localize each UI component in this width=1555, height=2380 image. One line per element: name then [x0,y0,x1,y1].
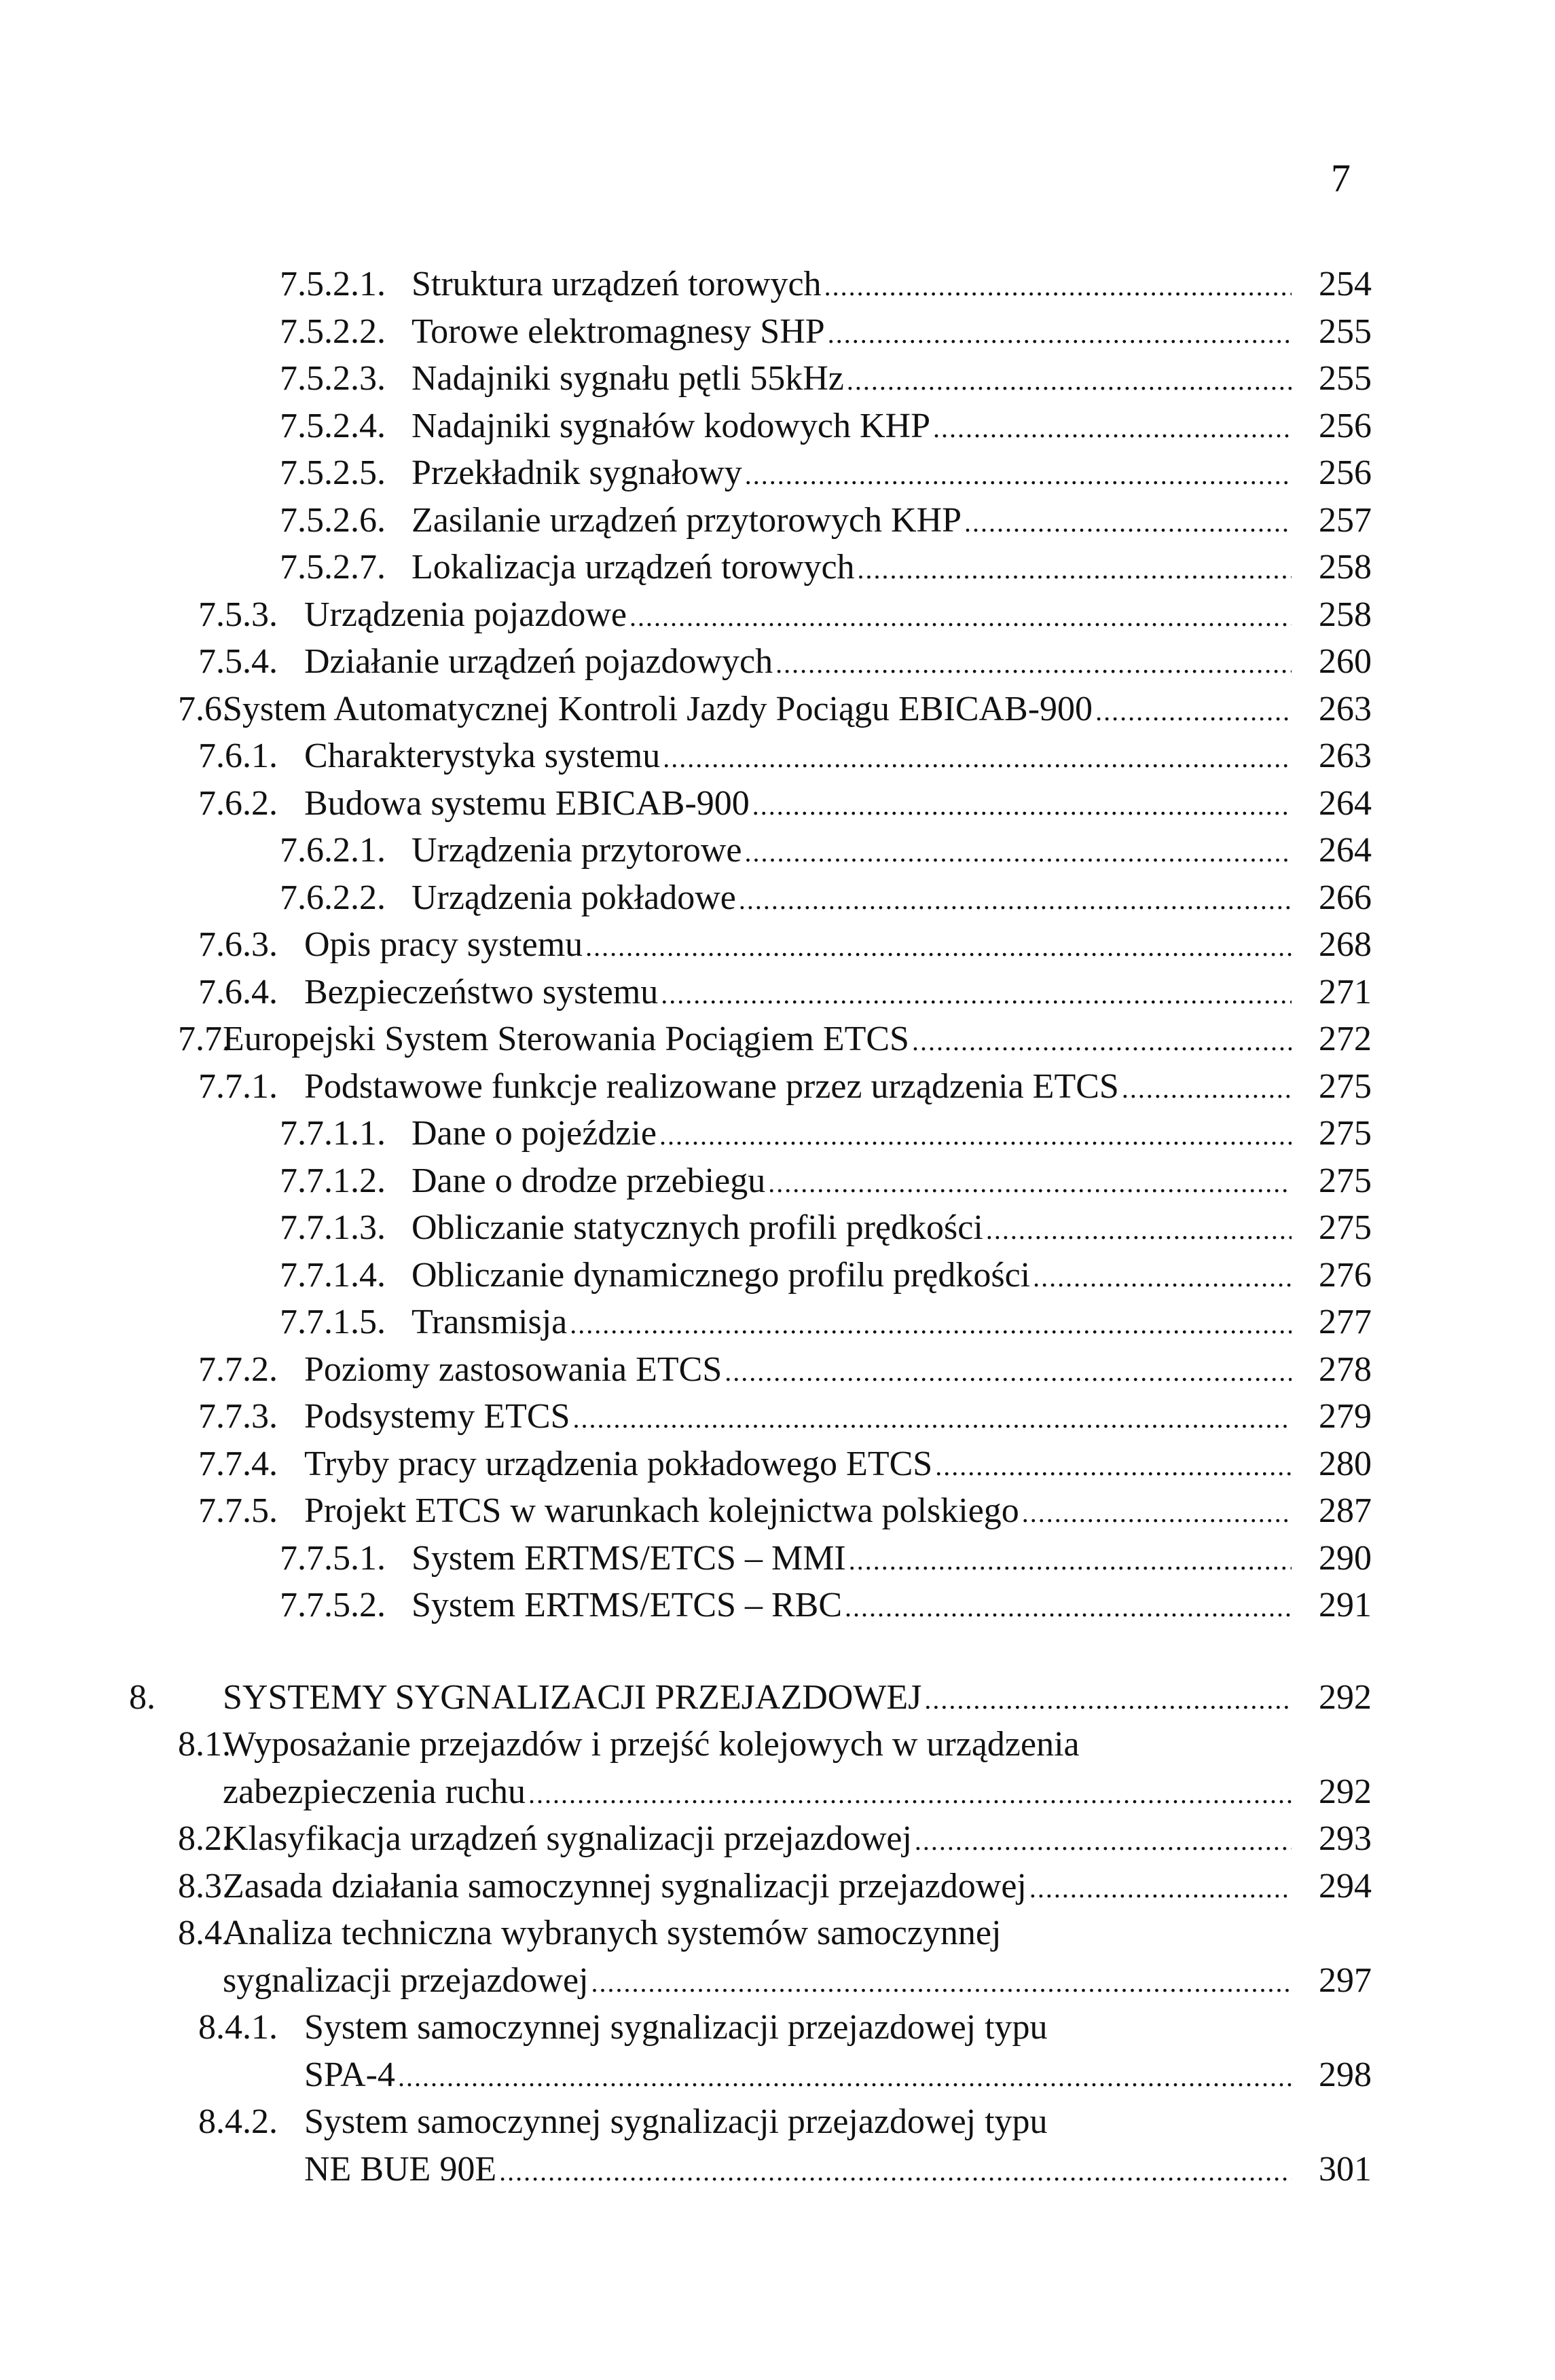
toc-entry [0,1063,1555,1111]
toc-entry [0,1157,1555,1205]
toc-entry-title: Torowe elektromagnesy SHP [411,312,825,351]
toc-entry-number: 8. [129,1677,156,1717]
toc-entry-number: 7.6. [178,689,231,728]
toc-entry-page: 258 [1319,548,1372,587]
dot-leader [924,1676,1292,1724]
toc-entry-number: 7.5.2.6. [280,500,386,540]
toc-entry-number: 8.4.1. [198,2008,278,2047]
toc-entry-number: 7.7.5.1. [280,1538,386,1578]
toc-entry-title: Urządzenia przytorowe [411,831,742,870]
toc-entry-title: Tryby pracy urządzenia pokładowego ETCS [304,1444,933,1483]
toc-entry [0,1204,1555,1252]
dot-leader [986,1206,1292,1254]
toc-entry [0,1863,1555,1910]
toc-entry-page: 264 [1319,831,1372,870]
toc-entry-title: Dane o drodze przebiegu [411,1161,766,1200]
toc-entry-page: 278 [1319,1350,1372,1389]
toc-entry-page: 254 [1319,265,1372,303]
toc-entry-page: 268 [1319,925,1372,964]
toc-entry [0,544,1555,591]
toc-entry [0,874,1555,922]
toc-entry-title: Budowa systemu EBICAB-900 [304,783,750,823]
toc-entry [0,1721,1555,1815]
toc-entry-title: Obliczanie dynamicznego profilu prędkości [411,1255,1031,1295]
dot-leader [661,971,1292,1018]
toc-entry-number: 7.6.3. [198,925,278,964]
dot-leader [847,357,1292,405]
table-of-contents [0,261,1555,2193]
dot-leader [824,263,1292,310]
dot-leader [1022,1489,1292,1537]
toc-entry-number: 7.5.3. [198,595,278,634]
toc-entry-title: Charakterystyka systemu [304,737,661,775]
toc-entry-number: 8.1. [178,1725,231,1764]
toc-entry-title-line1: System samoczynnej sygnalizacji przejazdowej typu [304,2102,1048,2141]
dot-leader [629,593,1292,641]
toc-entry-title: SYSTEMY SYGNALIZACJI PRZEJAZDOWEJ [223,1677,922,1717]
toc-entry-title-line1: System samoczynnej sygnalizacji przejazdowej typu [304,2008,1048,2047]
toc-entry-page: 266 [1319,878,1372,917]
toc-entry-title: System ERTMS/ETCS – MMI [411,1538,846,1578]
dot-leader [499,2148,1292,2195]
toc-entry-page: 290 [1319,1538,1372,1578]
dot-leader [752,782,1292,830]
dot-leader [591,1959,1292,2007]
toc-entry-title: Podstawowe funkcje realizowane przez urządzenia ETCS [304,1066,1119,1106]
toc-entry [0,403,1555,450]
toc-entry-title: Działanie urządzeń pojazdowych [304,642,773,681]
toc-entry [0,308,1555,356]
toc-entry-number: 7.5.2.7. [280,548,386,587]
toc-entry-number: 7.5.2.5. [280,453,386,492]
toc-entry-title: Projekt ETCS w warunkach kolejnictwa polskiego [304,1491,1019,1530]
dot-leader [725,1348,1292,1396]
toc-entry-number: 7.7.1.1. [280,1114,386,1153]
dot-leader [912,1018,1292,1065]
toc-entry-number: 7.7. [178,1020,231,1058]
toc-entry-page: 277 [1319,1303,1372,1341]
toc-entry-number: 7.7.4. [198,1444,278,1483]
dot-leader [398,2053,1292,2101]
toc-entry-page: 272 [1319,1020,1372,1058]
toc-entry-title: System Automatycznej Kontroli Jazdy Pociągu EBICAB-900 [223,689,1093,728]
toc-entry [0,921,1555,969]
toc-entry-number: 7.7.1.4. [280,1255,386,1295]
toc-entry-title: Podsystemy ETCS [304,1397,570,1436]
toc-entry-title: Zasilanie urządzeń przytorowych KHP [411,500,962,540]
toc-entry-number: 8.4. [178,1914,231,1952]
toc-entry [0,827,1555,874]
dot-leader [585,923,1292,971]
toc-entry-page: 298 [1319,2055,1372,2094]
toc-entry-title: Obliczanie statycznych profili prędkości [411,1208,983,1247]
toc-entry [0,2004,1555,2098]
dot-leader [1122,1065,1292,1113]
toc-entry [0,1582,1555,1629]
toc-entry-number: 7.5.4. [198,642,278,681]
toc-entry [0,780,1555,828]
toc-entry [0,2098,1555,2193]
toc-entry-page: 256 [1319,406,1372,445]
toc-entry-number: 7.5.2.4. [280,406,386,445]
toc-entry [0,355,1555,403]
dot-leader [739,876,1292,924]
toc-entry-number: 7.6.2.2. [280,878,386,917]
dot-leader [964,499,1292,546]
toc-entry-number: 7.5.2.1. [280,265,386,303]
toc-entry [0,261,1555,308]
toc-entry-page: 271 [1319,972,1372,1011]
toc-entry [0,1815,1555,1863]
toc-entry-page: 258 [1319,595,1372,634]
toc-entry-page: 279 [1319,1397,1372,1436]
toc-entry-title-line1: Wyposażanie przejazdów i przejść kolejowych w urządzenia [223,1725,1080,1764]
toc-entry-number: 7.7.1.3. [280,1208,386,1247]
toc-entry [0,638,1555,686]
toc-entry-title: Opis pracy systemu [304,925,583,964]
toc-entry-title: sygnalizacji przejazdowej [223,1960,589,2000]
toc-entry-number: 7.6.2.1. [280,831,386,870]
dot-leader [933,405,1292,452]
toc-entry [0,1299,1555,1346]
dot-leader [858,546,1292,593]
toc-entry [0,732,1555,780]
toc-entry-page: 263 [1319,737,1372,775]
dot-leader [1029,1865,1292,1912]
toc-entry [0,686,1555,733]
toc-entry [0,449,1555,497]
toc-entry [0,1440,1555,1488]
toc-entry-number: 7.5.2.2. [280,312,386,351]
toc-entry-title: Bezpieczeństwo systemu [304,972,659,1011]
toc-entry-page: 275 [1319,1114,1372,1153]
toc-entry-number: 7.7.1.5. [280,1303,386,1341]
toc-entry-title: Urządzenia pokładowe [411,878,736,917]
toc-entry-page: 301 [1319,2149,1372,2189]
toc-entry-title: Klasyfikacja urządzeń sygnalizacji przejazdowej [223,1819,912,1858]
toc-entry-number: 7.7.3. [198,1397,278,1436]
toc-entry [0,497,1555,544]
toc-entry-page: 291 [1319,1586,1372,1624]
toc-entry-number: 7.5.2.3. [280,359,386,398]
toc-entry-title: Lokalizacja urządzeń torowych [411,548,855,587]
toc-entry-title: Zasada działania samoczynnej sygnalizacji przejazdowej [223,1866,1027,1905]
toc-entry-number: 7.6.4. [198,972,278,1011]
toc-entry-page: 293 [1319,1819,1372,1858]
page-number: 7 [1331,156,1351,200]
toc-entry-title: Transmisja [411,1303,568,1341]
toc-entry-title: Przekładnik sygnałowy [411,453,742,492]
toc-entry-number: 8.3. [178,1866,231,1905]
toc-entry-number: 7.6.1. [198,737,278,775]
toc-entry-title: Nadajniki sygnału pętli 55kHz [411,359,844,398]
toc-entry-number: 7.7.2. [198,1350,278,1389]
toc-entry-title: NE BUE 90E [304,2149,497,2189]
toc-entry [0,1346,1555,1394]
toc-entry-page: 287 [1319,1491,1372,1530]
toc-entry-page: 297 [1319,1960,1372,2000]
toc-entry [0,1674,1555,1722]
toc-entry-page: 255 [1319,359,1372,398]
toc-entry [0,1110,1555,1157]
toc-entry-page: 256 [1319,453,1372,492]
dot-leader [935,1443,1292,1490]
toc-entry-page: 292 [1319,1677,1372,1717]
toc-entry-page: 264 [1319,783,1372,823]
toc-entry [0,1016,1555,1063]
dot-leader [745,451,1292,499]
toc-entry-number: 8.2. [178,1819,231,1858]
dot-leader [1033,1254,1292,1301]
toc-entry [0,1535,1555,1582]
toc-entry [0,591,1555,639]
toc-entry-number: 7.7.5.2. [280,1586,386,1624]
toc-entry-page: 276 [1319,1255,1372,1295]
dot-leader [573,1395,1292,1443]
dot-leader [528,1770,1292,1818]
dot-leader [1095,688,1292,735]
toc-entry-title: Urządzenia pojazdowe [304,595,627,634]
toc-entry [0,1487,1555,1535]
toc-entry-page: 275 [1319,1161,1372,1200]
toc-entry-title: System ERTMS/ETCS – RBC [411,1586,843,1624]
toc-entry [0,1393,1555,1440]
toc-entry-number: 7.7.1.2. [280,1161,386,1200]
toc-entry-page: 255 [1319,312,1372,351]
dot-leader [663,735,1292,782]
dot-leader [849,1537,1292,1584]
dot-leader [828,310,1292,358]
toc-entry-title: Poziomy zastosowania ETCS [304,1350,722,1389]
dot-leader [845,1584,1292,1631]
toc-entry [0,1252,1555,1299]
toc-entry-title: Nadajniki sygnałów kodowych KHP [411,406,931,445]
dot-leader [915,1817,1292,1865]
toc-entry-page: 292 [1319,1772,1372,1811]
toc-entry-number: 7.7.5. [198,1491,278,1530]
toc-entry-title: Dane o pojeździe [411,1114,657,1153]
toc-entry-number: 7.7.1. [198,1066,278,1106]
toc-entry-title: Europejski System Sterowania Pociągiem ETCS [223,1020,909,1058]
toc-entry-number: 7.6.2. [198,783,278,823]
toc-entry-page: 294 [1319,1866,1372,1905]
dot-leader [570,1301,1292,1348]
toc-entry-page: 275 [1319,1208,1372,1247]
toc-entry-page: 280 [1319,1444,1372,1483]
toc-entry-title: Struktura urządzeń torowych [411,265,822,303]
toc-entry [0,1910,1555,2004]
dot-leader [745,829,1292,876]
toc-entry-title: SPA-4 [304,2055,395,2094]
toc-entry-page: 260 [1319,642,1372,681]
toc-entry [0,969,1555,1016]
toc-entry-page: 257 [1319,500,1372,540]
toc-entry-page: 275 [1319,1066,1372,1106]
dot-leader [768,1159,1292,1207]
toc-entry-number: 8.4.2. [198,2102,278,2141]
toc-entry-page: 263 [1319,689,1372,728]
dot-leader [659,1112,1292,1159]
toc-entry-title: zabezpieczenia ruchu [223,1772,526,1811]
toc-entry-title-line1: Analiza techniczna wybranych systemów samoczynnej [223,1914,1002,1952]
dot-leader [775,640,1292,688]
